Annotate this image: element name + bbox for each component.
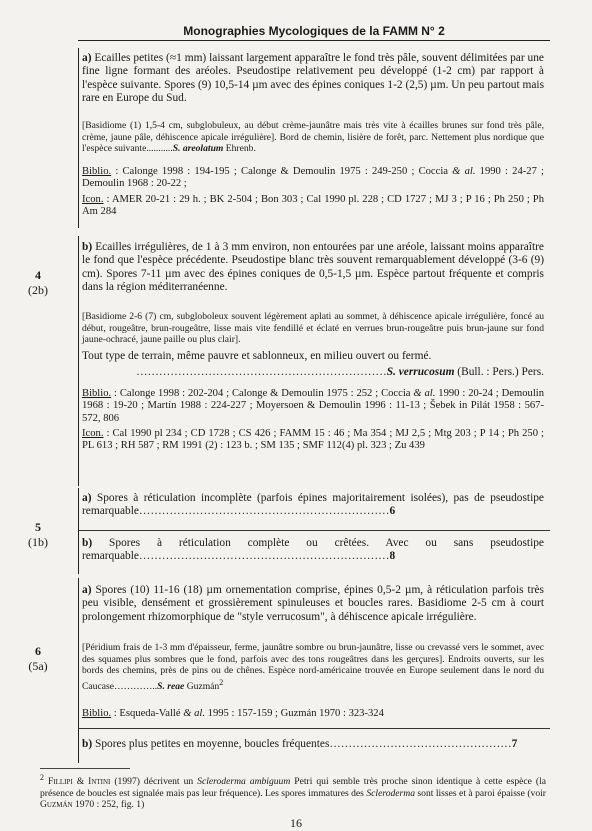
key-rule-3a — [78, 48, 79, 228]
species-name: S. reae — [157, 680, 185, 692]
entry-3a-biblio: Biblio. : Calonge 1998 : 194-195 ; Calonge & Demoulin 1975 : 249-250 ; Coccia & al. 1990 : 24-27 ; Demoulin 1968 : 20-22 ; — [82, 166, 544, 190]
entry-6b-description: b) Spores plus petites en moyenne, boucles fréquentes…………………………………………7 — [82, 738, 518, 750]
couplet-ref: (5a) — [28, 659, 48, 673]
species-name: S. verrucosum — [386, 366, 455, 378]
couplet-6 — [6, 644, 70, 674]
entry-4b-detail: [Basidiome 2-6 (7) cm, subgloboleux souvent légèrement aplati au sommet, à déhiscence apicale irrégulière, foncé au début, rougeâtre, brun-rougeâtre, lisse mais vite fendillé et éclaté en verrues brun-rougeâtre puis brun-jaune sur fond jaune-ochracé, jaune paille ou plus clair]. — [82, 311, 544, 346]
separator — [78, 728, 550, 729]
key-target: 7 — [511, 738, 518, 750]
entry-4b-habitat: Tout type de terrain, même pauvre et sablonneux, en milieu ouvert ou fermé. — [82, 350, 432, 362]
entry-5b-description: b) Spores à réticulation complète ou crêtées. Avec ou sans pseudostipe remarquable…………………………………………………………8 — [82, 537, 544, 563]
couplet-number: 4 — [35, 268, 41, 282]
footnote-rule — [40, 768, 130, 769]
entry-6a-detail: [Péridium frais de 1-3 mm d'épaisseur, ferme, jaunâtre sombre ou brun-jaunâtre, lisse ou crevassé vers le sommet, avec des squames plus sombres que le fond, parfois avec des tons rougeâtres dans les gerçures]. Endroits ouverts, sur les bords des chemins, près de pins ou de chênes. Espèce nord-américaine trouvée en Europe seulement dans le nord du Caucase…………..S. reae Guzmán$^2$ — [82, 642, 544, 692]
page-header: Monographies Mycologiques de la FAMM N° 2 — [78, 24, 550, 41]
key-target: 6 — [389, 505, 396, 518]
key-rule-5 — [78, 488, 79, 574]
entry-5a-description: a) Spores à réticulation incomplète (parfois épines majoritairement isolées), pas de pseudostipe remarquable…………………………………………………………6 — [82, 492, 544, 518]
entry-4b-description: b) Ecailles irrégulières, de 1 à 3 mm environ, non entourées par une aréole, laissant moins apparaître le fond que l'espèce précédente. Pseudostipe blanc très souvent remarquablement développé (3-6 (9) cm). Spores 7-11 µm avec des épines coniques de 0,5-1,5 µm. Espèce partout fréquente et compris dans la région méditerranéenne. — [82, 241, 544, 294]
entry-4b-icon: Icon. : Cal 1990 pl 234 ; CD 1728 ; CS 426 ; FAMM 15 : 46 ; Ma 354 ; MJ 2,5 ; Mtg 203 ; P 14 ; Ph 250 ; PL 613 ; RH 587 ; RM 1991 (2) : 123 b. ; SM 135 ; SMF 112(4) pl. 323 ; Zu 439 — [82, 428, 544, 452]
entry-3a-detail: [Basidiome (1) 1,5-4 cm, subglobuleux, au début crème-jaunâtre mais très vite à écailles brunes sur fond très pâle, crème, jaune pâle, déhiscence apicale irrégulière]. Bord de chemin, lisière de forêt, parc. Nettement plus nordique que l'espèce suivante...........S. areolatum Ehrenb. — [82, 120, 544, 155]
couplet-ref: (1b) — [28, 535, 48, 549]
entry-6a-description: a) Spores (10) 11-16 (18) µm ornementation comprise, épines 0,5-2 µm, à réticulation parfois très peu visible, densément et grossièrement spinuleuses et boucles rares. Basidiome 2-5 cm à court prolongement rhizomorphique de "style verrucosum", à déhiscence apicale irrégulière. — [82, 584, 544, 623]
separator — [78, 530, 550, 531]
entry-4b-biblio: Biblio. : Calonge 1998 : 202-204 ; Calonge & Demoulin 1975 : 252 ; Coccia & al. 1990 : 20-24 ; Demoulin 1968 : 19-20 ; Martín 1988 : 224-227 ; Moyersoen & Demoulin 1996 : 11-13 ; Šebek in Pilát 1958 : 567-572, 806 — [82, 388, 545, 424]
footnote-ref: 2 — [219, 677, 224, 687]
key-rule-6 — [78, 578, 79, 763]
entry-6a-biblio: Biblio. : Esqueda-Vallé & al. 1995 : 157-159 ; Guzmán 1970 : 323-324 — [82, 708, 384, 719]
couplet-number: 5 — [35, 520, 41, 534]
footnote: $^2$ Fillipi & Intini (1997) décrivent un Scleroderma ambiguum Petri qui semble très proche sinon identique à cette espèce (la présence de boucles est signalée mais pas leur fréquence). Les spores immatures des Scleroderma sont lisses et à paroi épaisse (voir Guzmán 1970 : 252, fig. 1) — [40, 773, 546, 810]
couplet-4 — [6, 268, 70, 298]
species-name: S. areolatum — [172, 143, 224, 155]
couplet-ref: (2b) — [28, 283, 48, 297]
key-target: 8 — [389, 550, 396, 563]
page-number: 16 — [290, 816, 302, 830]
entry-4b-species-line: …………………………………………………………S. verrucosum (Bull. : Pers.) Pers. — [136, 366, 544, 378]
key-rule-4 — [78, 236, 79, 486]
couplet-number: 6 — [35, 644, 41, 658]
entry-3a-icon: Icon. : AMER 20-21 : 29 h. ; BK 2-504 ; Bon 303 ; Cal 1990 pl. 228 ; CD 1727 ; MJ 3 ; P 16 ; Ph 250 ; Ph Am 284 — [82, 194, 544, 218]
entry-3a-description: a) Ecailles petites (≈1 mm) laissant largement apparaître le fond très pâle, souvent délimitées par une fine ligne formant des aréoles. Pseudostipe relativement peu développé (1-2 cm) par rapport à l'espèce suivante. Spores (9) 10,5-14 µm avec des épines coniques 1-2 (2,5) µm. Un peu partout mais rare en Europe du Sud. — [82, 52, 544, 105]
couplet-5 — [6, 520, 70, 550]
